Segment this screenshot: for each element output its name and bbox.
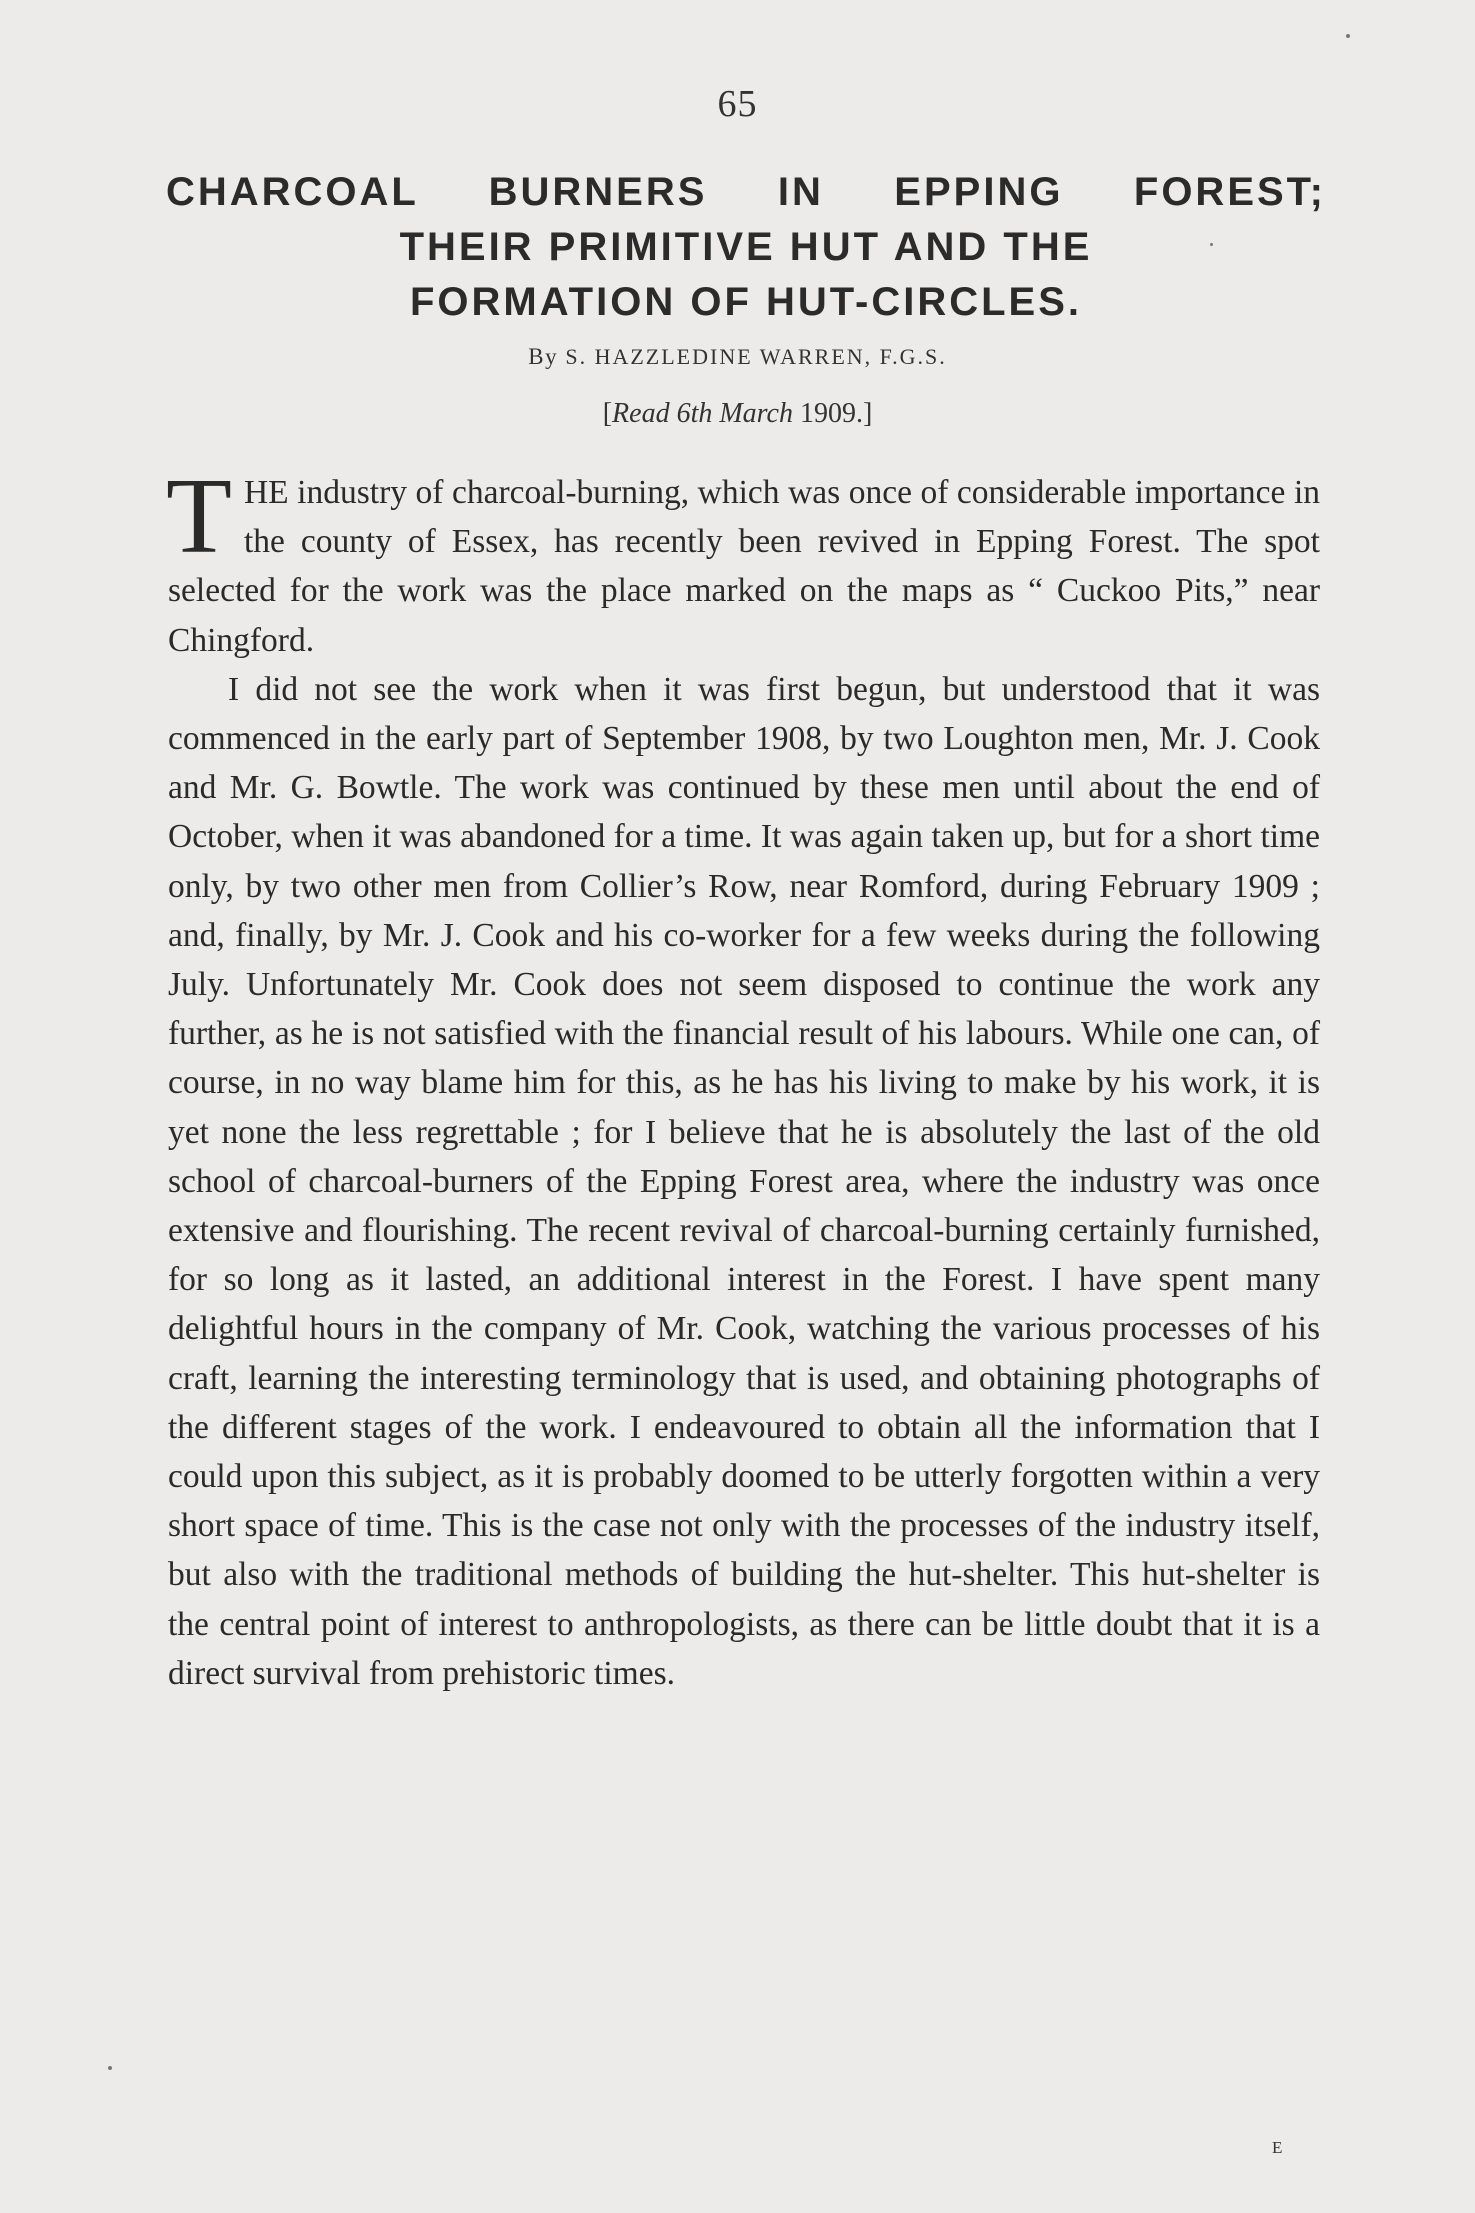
- read-date-open-bracket: [: [602, 398, 613, 429]
- author-byline: [0, 344, 1475, 370]
- author-name: S. HAZZLEDINE WARREN, F.G.S.: [565, 344, 947, 369]
- paragraph-1: [166, 457, 1320, 665]
- page-number: 65: [717, 83, 758, 125]
- read-date-label: Read 6th March: [612, 398, 793, 429]
- paper-speck: [108, 2066, 112, 2070]
- read-date-year: 1909.]: [799, 398, 873, 429]
- signature-mark: E: [1272, 2138, 1284, 2157]
- drop-cap: T: [166, 457, 232, 576]
- article-body: [166, 457, 1320, 1698]
- title-line-1: CHARCOAL BURNERS IN EPPING FOREST;: [166, 170, 1326, 214]
- title-line-3: FORMATION OF HUT-CIRCLES.: [410, 280, 1082, 324]
- paper-speck: [1346, 34, 1350, 38]
- paper-speck: [1210, 243, 1213, 246]
- read-date-note: [0, 398, 1475, 430]
- article-title: [166, 165, 1326, 330]
- paragraph-2: I did not see the work when it was first begun, but understood that it was commenced in the early part of September 1908, by two Loughton men, Mr. J. Cook and Mr. G. Bowtle. The work was continued by these men until about the end of October, when it was abandoned for a time. It was again taken up, but for a short time only, by two other men from Collier’s Row, near Romford, during February 1909 ; and, finally, by Mr. J. Cook and his co-worker for a few weeks during the following July. Unfortunately Mr. Cook does not seem disposed to continue the work any further, as he is not satisfied with the financial result of his labours. While one can, of course, in no way blame him for this, as he has his living to make by his work, it is yet none the less regrettable ; for I believe that he is absolutely the last of the old school of charcoal-burners of the Epping Forest area, where the industry was once extensive and flourishing. The recent revival of charcoal-burning certainly furnished, for so long as it lasted, an additional interest in the Forest. I have spent many delightful hours in the company of Mr. Cook, watching the various processes of his craft, learning the interesting terminology that is used, and obtaining photographs of the different stages of the work. I endeavoured to obtain all the information that I could upon this subject, as it is probably doomed to be utterly forgotten within a very short space of time. This is the case not only with the processes of the industry itself, but also with the traditional methods of building the hut-shelter. This hut-shelter is the central point of interest to anthropologists, as there can be little doubt that it is a direct survival from prehistoric times.: [168, 670, 1320, 1692]
- byline-prefix: By: [528, 344, 559, 369]
- title-line-2: THEIR PRIMITIVE HUT AND THE: [399, 225, 1093, 269]
- paragraph-1-text: HE industry of charcoal-burning, which was once of considerable importance in the county of Essex, has recently been revived in Epping Forest. The spot selected for the work was the place marked on the maps as “ Cuckoo Pits,” near Chingford.: [168, 474, 1320, 659]
